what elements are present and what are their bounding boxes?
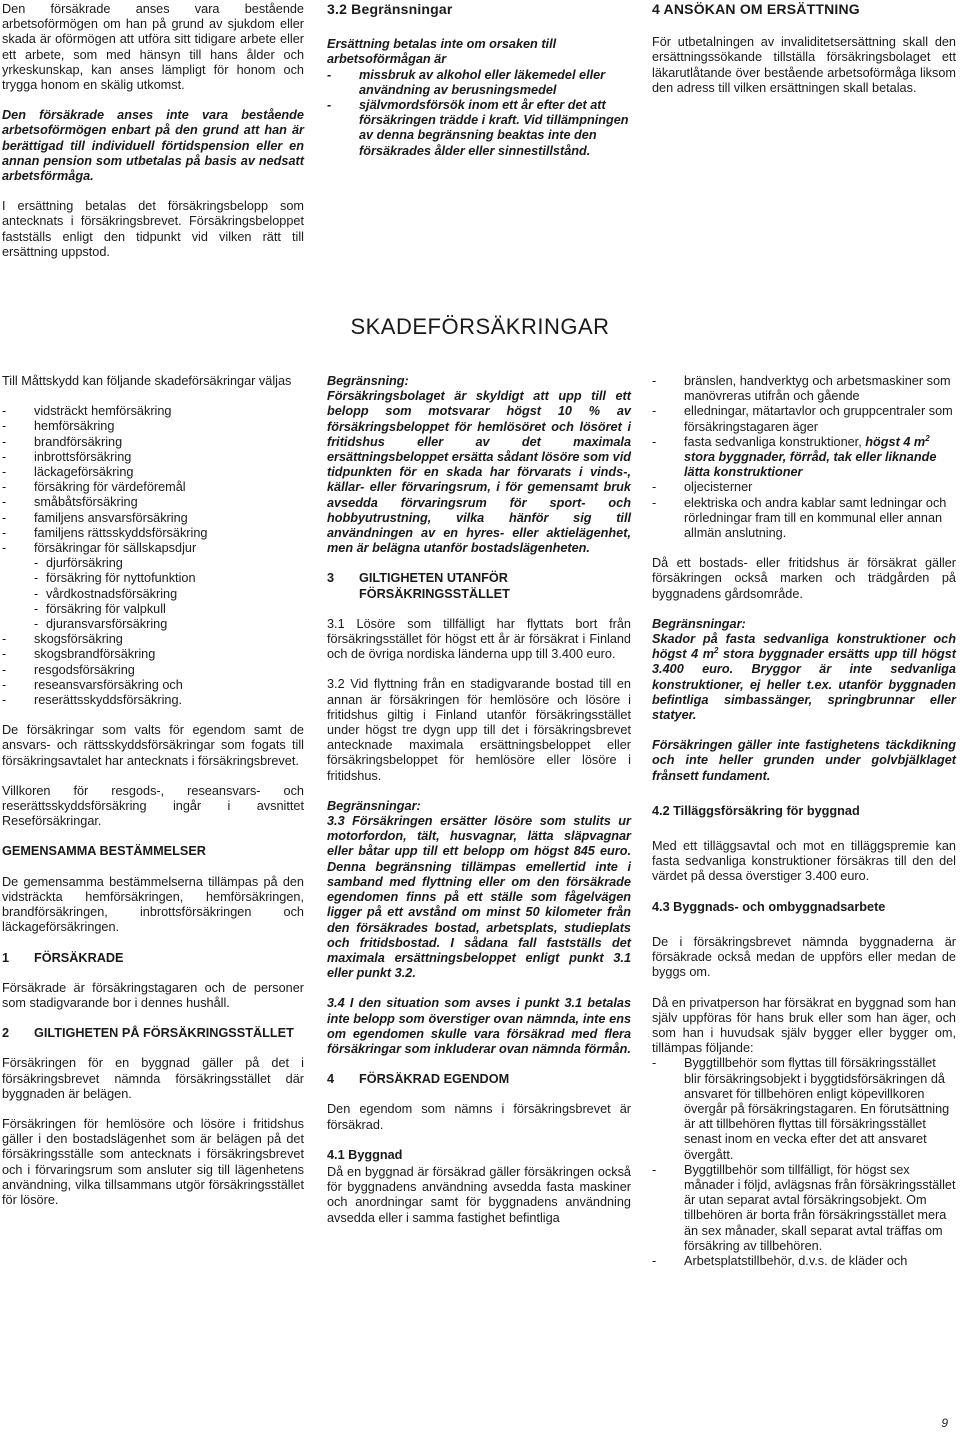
paragraph: Den egendom som nämns i försäkringsbrevet är försäkrad. — [327, 1102, 631, 1132]
paragraph: I ersättning betalas det försäkringsbelopp som antecknats i försäkringsbrevet. Försäkringsbeloppet fastställs enligt den tidpunkt vid vilken rätt till ersättning uppstod. — [2, 199, 304, 259]
section-heading: 4 FÖRSÄKRAD EGENDOM — [327, 1072, 510, 1087]
list-item: - vårdkostnadsförsäkring — [34, 586, 178, 601]
paragraph-emphasis: 3.3 Försäkringen ersätter lösöre som stulits ur motorfordon, tält, husvagnar, lätta släpvagnar eller båtar upp till ett belopp om högst 845 euro. Denna begränsning tillämpas emellertid inte i samband med flyttning eller om den försäkrade egendomen finns på ett ställe som fågelvägen ligger på ett avstånd om minst 50 kilometer från den försäkrades bostad, arbetsplats, studieplats och fritidsbostad. I sådana fall fastställs det maximala ersättningsbeloppet enligt punkt 3.1 eller punkt 3.2. — [327, 814, 631, 981]
list-item: - Arbetsplatstillbehör, d.v.s. de kläder och — [652, 1253, 908, 1268]
column-3 — [652, 374, 956, 1284]
list-item: - Byggtillbehör som flyttas till försäkringsstället blir försäkringsobjekt i byggtidsförsäkringen då ansvaret för tillbehören enligt köpevillkoren övergår på försäkringstagaren. En förutsättning är att tillbehören flyttas till försäkringsstället senast inom en vecka efter det att ansvaret övergått. — [652, 1056, 950, 1162]
limitation-label: Begränsningar: — [327, 798, 421, 813]
paragraph: 3.1 Lösöre som tillfälligt har flyttats bort från försäkringsstället för högst ett år är försäkrat i Finland och de övriga nordiska länderna upp till 3.400 euro. — [327, 616, 631, 662]
section-heading: 3.2 Begränsningar — [327, 1, 453, 17]
top-column-2 — [327, 2, 631, 174]
subsection-heading: 4.1 Byggnad — [327, 1147, 403, 1162]
pet-insurance-sublist — [2, 556, 304, 632]
list-item: - familjens ansvarsförsäkring — [2, 510, 188, 525]
list-item: - djuransvarsförsäkring — [34, 617, 168, 632]
list-item: - försäkring för värdeföremål — [2, 480, 186, 495]
top-column-3 — [652, 2, 956, 111]
list-item: - Byggtillbehör som tillfälligt, för högst sex månader i följd, avlägsnas från försäkringsstället är utan separat avtal försäkringsobjekt. Om tillbehören är borta från försäkringsstället mera än sex månader, skall separat avtal träffas om försäkring av tillbehören. — [652, 1162, 956, 1253]
list-item: - brandförsäkring — [2, 434, 123, 449]
section-heading: 4 ANSÖKAN OM ERSÄTTNING — [652, 1, 860, 17]
paragraph-emphasis: Försäkringen gäller inte fastighetens täckdikning och inte heller grunden under golvbjälklaget frånsett fundament. — [652, 738, 956, 783]
property-list — [652, 374, 956, 541]
list-item: - familjens rättsskyddsförsäkring — [2, 525, 208, 540]
list-item: - hemförsäkring — [2, 419, 115, 434]
paragraph-emphasis: Skador på fasta sedvanliga konstruktioner och högst 4 $m^2$ stora byggnader ersätts upp till högst 3.400 euro. Bryggor är inte sedvanliga konstruktioner, ej heller t.ex. utanför byggnaden befintliga simbassänger, springbrunnar eller statyer. — [652, 632, 957, 723]
paragraph-emphasis: Försäkringsbolaget är skyldigt att upp till ett belopp som motsvarar högst 10 % av försäkringsbeloppet för hemlösöret och lösöret i fritidshus eller av det maximala ersättningsbeloppet ersätta sådant lösöre som vid tidpunkten för en skada har förvarats i vinds-, källar- eller förvaringsrum, i för gemensamt bruk avsedda förvaringsrum för sport- och hobbyutrustning, vilka hänför sig till användningen av en hyres- eller aktielägenhet, men är belägna utanför bostadslägenheten. — [327, 389, 631, 556]
paragraph: Den försäkrade anses vara bestående arbetsoförmögen om han på grund av sjukdom eller skada är oförmögen att utföra sitt tidigare arbete eller ett arbete, som med hänsyn till hans ålder och yrkeskunskap, kan anses lämpligt för honom och trygga honom en skälig utkomst. — [2, 2, 304, 93]
paragraph: Då en privatperson har försäkrat en byggnad som han själv uppföras för hans bruk eller som han äger, och som han i huvudsak själv bygger eller bygger om, tillämpas följande: — [652, 995, 956, 1056]
paragraph: De försäkringar som valts för egendom samt de ansvars- och rättsskyddsförsäkringar som fogats till försäkringsavtalet har antecknats i försäkringsbrevet. — [2, 723, 304, 768]
list-item: - småbåtsförsäkring — [2, 495, 138, 510]
paragraph-emphasis: 3.4 I den situation som avses i punkt 3.1 betalas inte belopp som överstiger ovan nämnda, inte ens om egendomen skulle vara försäkrad med flera försäkringar som inkluderar ovan nämnda förmån. — [327, 996, 631, 1056]
list-item: - läckageförsäkring — [2, 465, 134, 480]
insurance-list — [2, 404, 304, 556]
section-heading: GEMENSAMMA BESTÄMMELSER — [2, 844, 206, 859]
list-item: - djurförsäkring — [34, 556, 123, 571]
section-heading: 3 GILTIGHETEN UTANFÖR FÖRSÄKRINGSSTÄLLET — [327, 571, 510, 601]
subsection-heading: 4.2 Tilläggsförsäkring för byggnad — [652, 803, 860, 818]
paragraph: Med ett tilläggsavtal och mot en tilläggspremie kan fasta sedvanliga konstruktioner försäkras till den del värdet på dessa överstiger 3.400 euro. — [652, 839, 956, 884]
list-item: - skogsförsäkring — [2, 632, 123, 647]
paragraph: De gemensamma bestämmelserna tillämpas på den vidsträckta hemförsäkringen, hemförsäkringen, brandförsäkringen, inbrottsförsäkringen och läckageförsäkringen. — [2, 874, 304, 935]
list-item: - elektriska och andra kablar samt ledningar och rörledningar fram till en kommunal eller annan allmän anslutning. — [652, 495, 947, 541]
list-item: - fasta sedvanliga konstruktioner, högst 4 $m^2$ stora byggnader, förråd, tak eller liknande lätta konstruktioner — [652, 433, 937, 480]
list-item: - oljecisterner — [652, 480, 753, 495]
paragraph: Försäkringen för en byggnad gäller på det i försäkringsbrevet nämnda försäkringsstället där byggnaden är belägen. — [2, 1056, 304, 1101]
paragraph: Då en byggnad är försäkrad gäller försäkringen också för byggnadens användning avsedda fasta maskiner och anordningar samt för byggnadens användning avsedda eller i samma fastighet befintliga — [327, 1164, 631, 1225]
list-item: - elledningar, mätartavlor och gruppcentraler som försäkringstagaren äger — [652, 404, 953, 434]
limitation-label: Begränsning: — [327, 374, 409, 388]
paragraph: Försäkringen för hemlösöre och lösöre i fritidshus gäller i den bostadslägenhet som är belägen på det försäkringsställe som antecknats i försäkringsbrevet och i förvaringsrum som ansluter sig till lägenhetens användning, vilka tillsammans utgör försäkringsstället för lösöre. — [2, 1116, 304, 1207]
list-item: - försäkringar för sällskapsdjur — [2, 541, 197, 556]
paragraph: Till Måttskydd kan följande skadeförsäkringar väljas — [2, 374, 292, 388]
column-1 — [2, 374, 304, 1223]
paragraph: Villkoren för resgods-, reseansvars- och reserättsskyddsförsäkring ingår i avsnittet Reseförsäkringar. — [2, 783, 304, 829]
list-item: - vidsträckt hemförsäkring — [2, 404, 172, 419]
top-column-1 — [2, 2, 304, 275]
paragraph: 3.2 Vid flyttning från en stadigvarande bostad till en annan är försäkringen för hemlösöre och lösöre i fritidshus giltig i Finland utanför försäkringsstället under högst tre dygn upp till det i försäkringsbrevet antecknade maximala ersättningsbeloppet eller försäkringsbeloppet för hemlösöre eller lösöre i fritidshus. — [327, 677, 631, 783]
list-item: - bränslen, handverktyg och arbetsmaskiner som manövreras utifrån och gående — [652, 374, 951, 404]
list-item: - försäkring för nyttofunktion — [34, 571, 196, 586]
section-heading: 2 GILTIGHETEN PÅ FÖRSÄKRINGSSTÄLLET — [2, 1026, 294, 1041]
paragraph: Då ett bostads- eller fritidshus är försäkrat gäller försäkringen också marken och trädgården på byggnadens gårdsområde. — [652, 556, 956, 601]
subsection-heading: 4.3 Byggnads- och ombyggnadsarbete — [652, 899, 886, 914]
column-2 — [327, 374, 631, 1241]
paragraph: Försäkrade är försäkringstagaren och de personer som stadigvarande bor i dennes hushåll. — [2, 980, 304, 1010]
list-item: - reseansvarsförsäkring och — [2, 677, 183, 692]
page-title: SKADEFÖRSÄKRINGAR — [350, 314, 610, 339]
section-heading: 1 FÖRSÄKRADE — [2, 950, 124, 965]
list-item: - självmordsförsök inom ett år efter det att försäkringen trädde i kraft. Vid tillämpningen av denna begränsning beaktas inte den försäkrades ålder eller sinnestillstånd. — [327, 98, 629, 158]
construction-list — [652, 1056, 956, 1269]
list-item: - försäkring för valpkull — [34, 601, 166, 616]
paragraph-emphasis: Ersättning betalas inte om orsaken till arbetsoförmågan är — [327, 37, 557, 67]
paragraph: För utbetalningen av invaliditetsersättning skall den ersättningssökande tillställa försäkringsbolaget ett läkarutlåtande över bestående arbetsoförmåga liksom den adress till vilken ersättningen skall betalas. — [652, 35, 956, 95]
list-item: - inbrottsförsäkring — [2, 449, 132, 464]
list-item: - reserättsskyddsförsäkring. — [2, 693, 183, 708]
list-item: - missbruk av alkohol eller läkemedel eller användning av berusningsmedel — [327, 67, 606, 97]
limitation-list — [327, 68, 631, 159]
list-item: - resgodsförsäkring — [2, 662, 135, 677]
insurance-list-continued — [2, 632, 304, 708]
paragraph-emphasis: Den försäkrade anses inte vara bestående arbetsoförmögen enbart på den grund att han är berättigad till individuell förtidspension eller en annan pension som utbetalas på basis av nedsatt arbetsförmåga. — [2, 108, 304, 184]
list-item: - skogsbrandförsäkring — [2, 647, 156, 662]
page-number: 9 — [941, 1416, 948, 1430]
limitation-label: Begränsningar: — [652, 616, 746, 631]
paragraph: De i försäkringsbrevet nämnda byggnaderna är försäkrade också medan de uppförs eller medan de byggs om. — [652, 934, 956, 980]
